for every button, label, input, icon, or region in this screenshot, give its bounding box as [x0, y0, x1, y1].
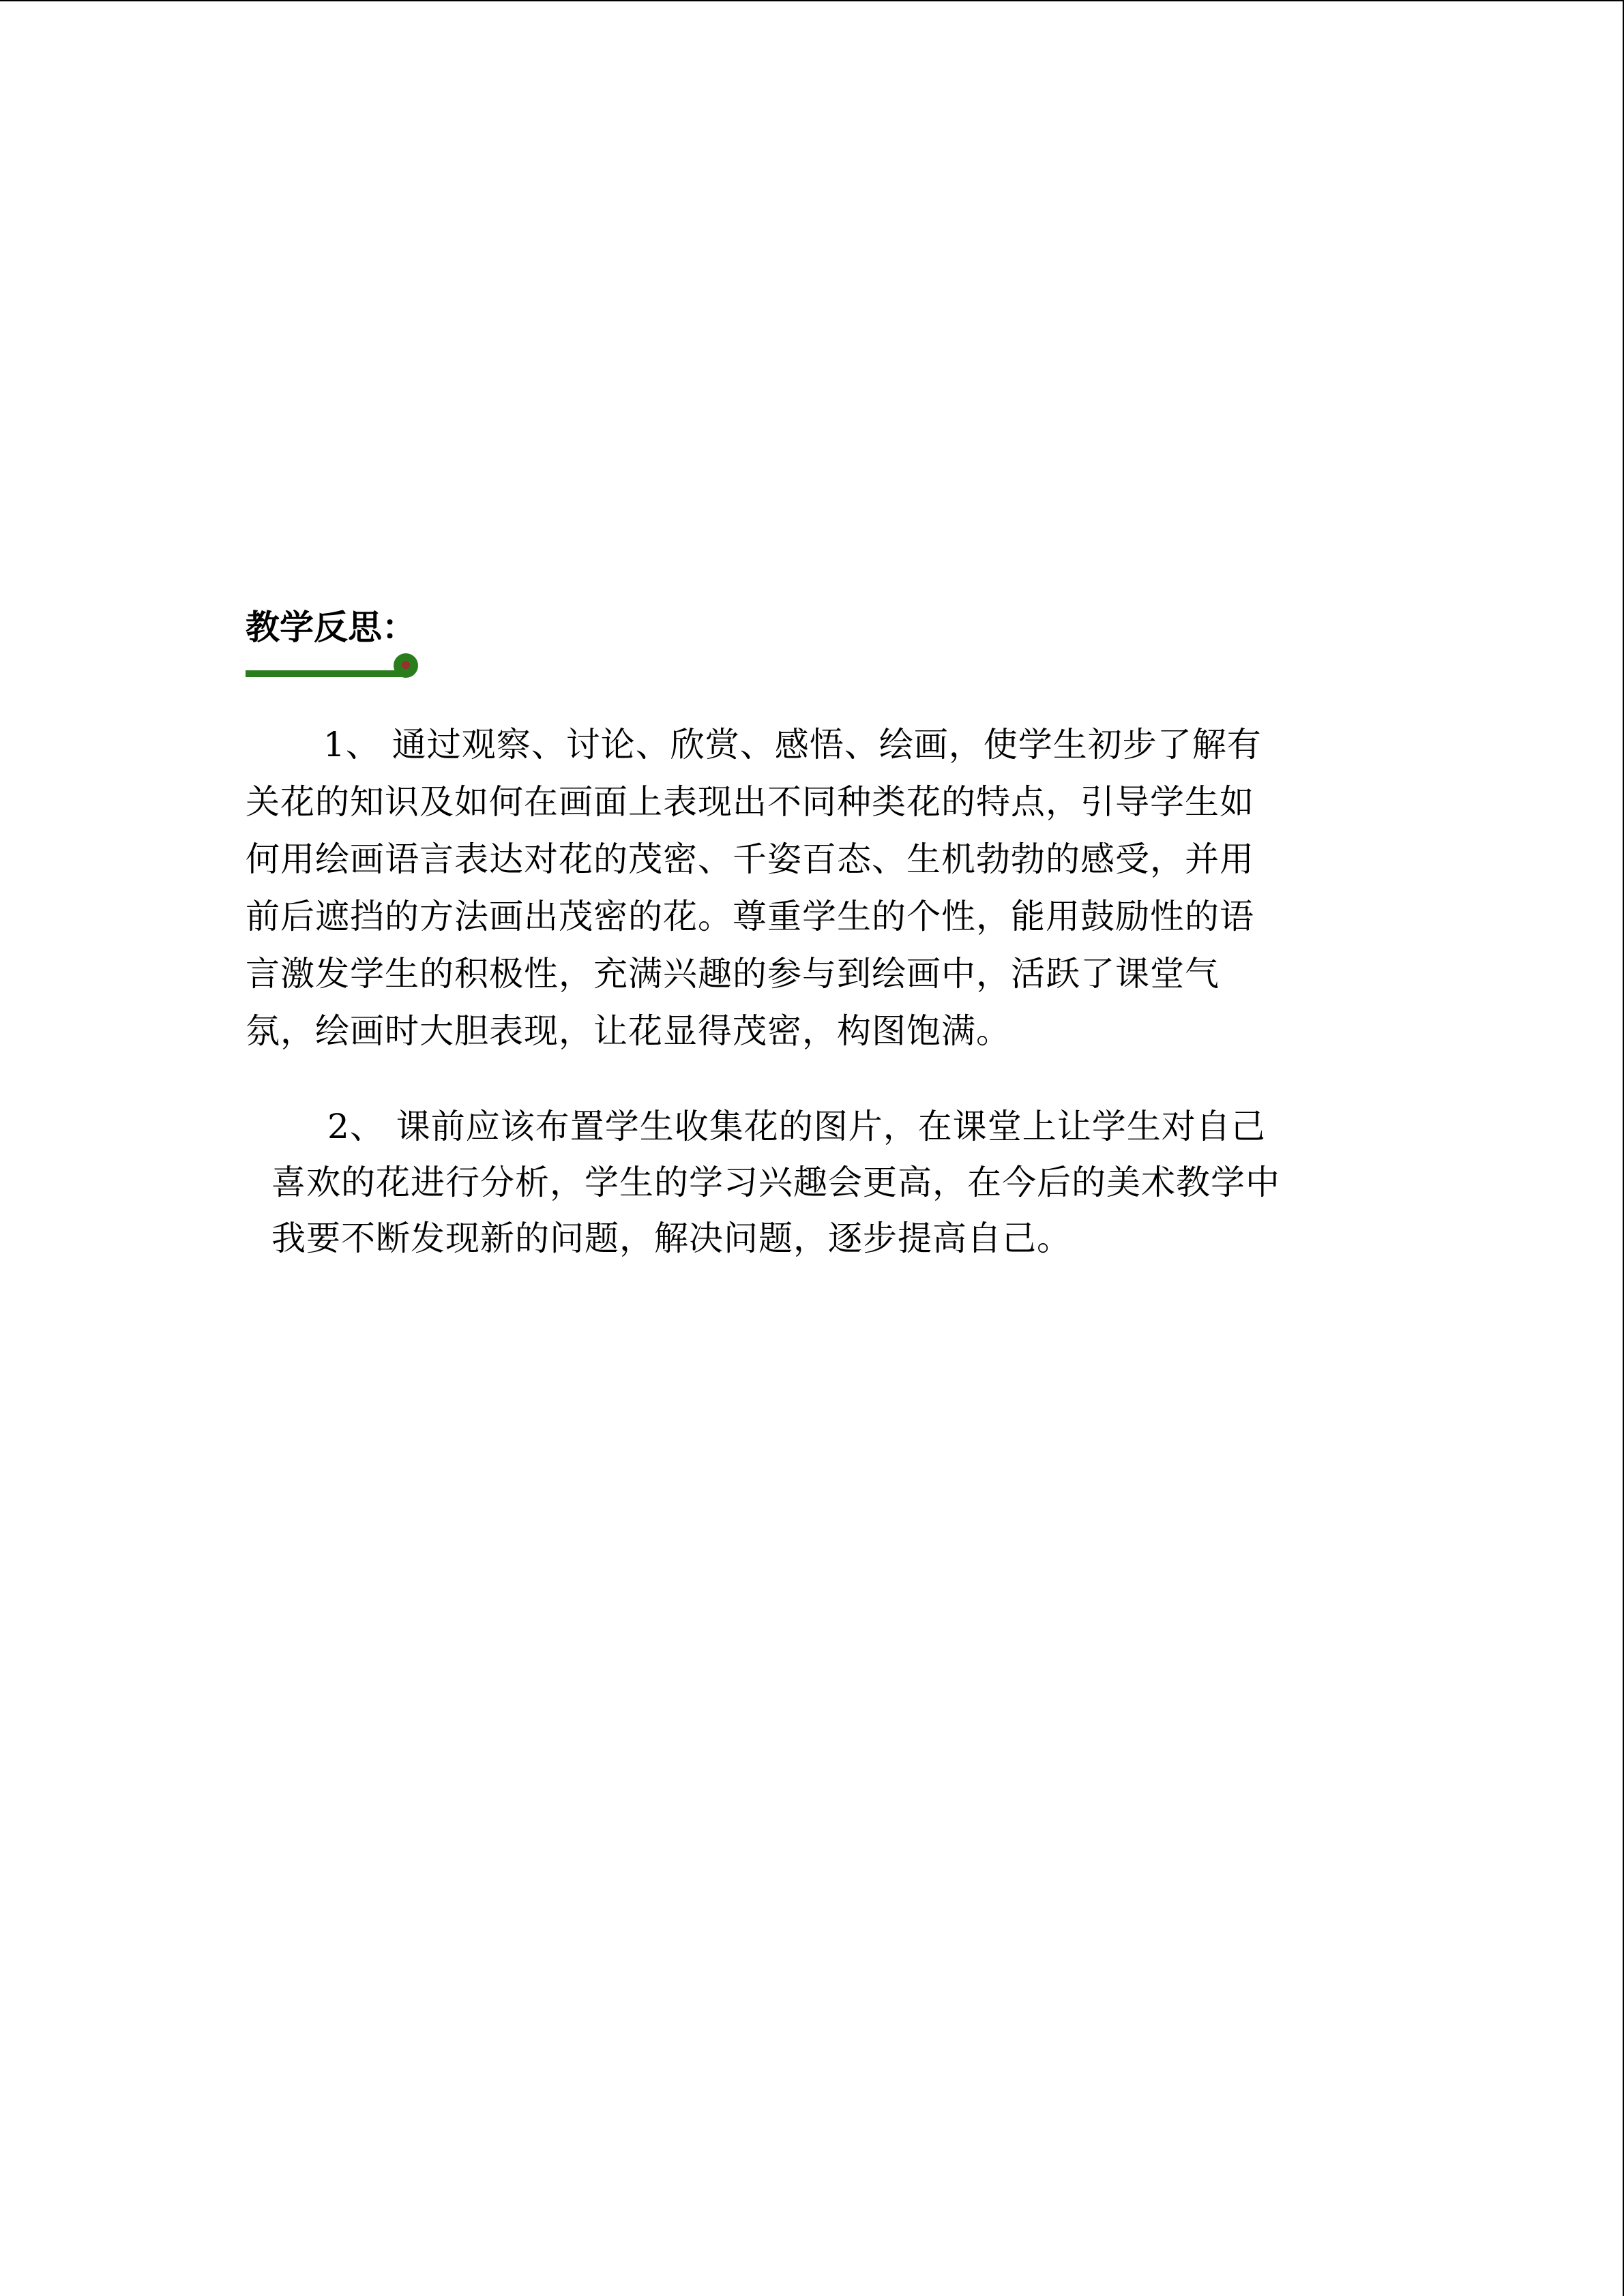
heading-underline	[246, 670, 404, 677]
paragraph-1-line: 1、 通过观察、讨论、欣赏、感悟、绘画，使学生初步了解有	[323, 725, 1262, 764]
paragraph-2-line: 喜欢的花进行分析，学生的学习兴趣会更高，在今后的美术教学中	[271, 1163, 1280, 1202]
paragraph-1-line: 何用绘画语言表达对花的茂密、千姿百态、生机勃勃的感受，并用	[246, 839, 1254, 879]
paragraph-1-line: 关花的知识及如何在画面上表现出不同种类花的特点，引导学生如	[246, 782, 1254, 822]
section-heading: 教学反思：	[246, 608, 416, 647]
paragraph-2-line: 我要不断发现新的问题，解决问题，逐步提高自己。	[271, 1219, 1072, 1258]
page-top-border	[0, 0, 1624, 1]
heading-bullet-icon	[394, 653, 418, 678]
paragraph-1-line: 言激发学生的积极性，充满兴趣的参与到绘画中，活跃了课堂气	[246, 954, 1220, 994]
paragraph-1-line: 前后遮挡的方法画出茂密的花。尊重学生的个性，能用鼓励性的语	[246, 897, 1254, 936]
paragraph-2-line: 2、 课前应该布置学生收集花的图片，在课堂上让学生对自己	[327, 1107, 1266, 1146]
paragraph-1-line: 氛，绘画时大胆表现，让花显得茂密，构图饱满。	[246, 1011, 1011, 1051]
heading-bullet-center	[402, 661, 410, 669]
